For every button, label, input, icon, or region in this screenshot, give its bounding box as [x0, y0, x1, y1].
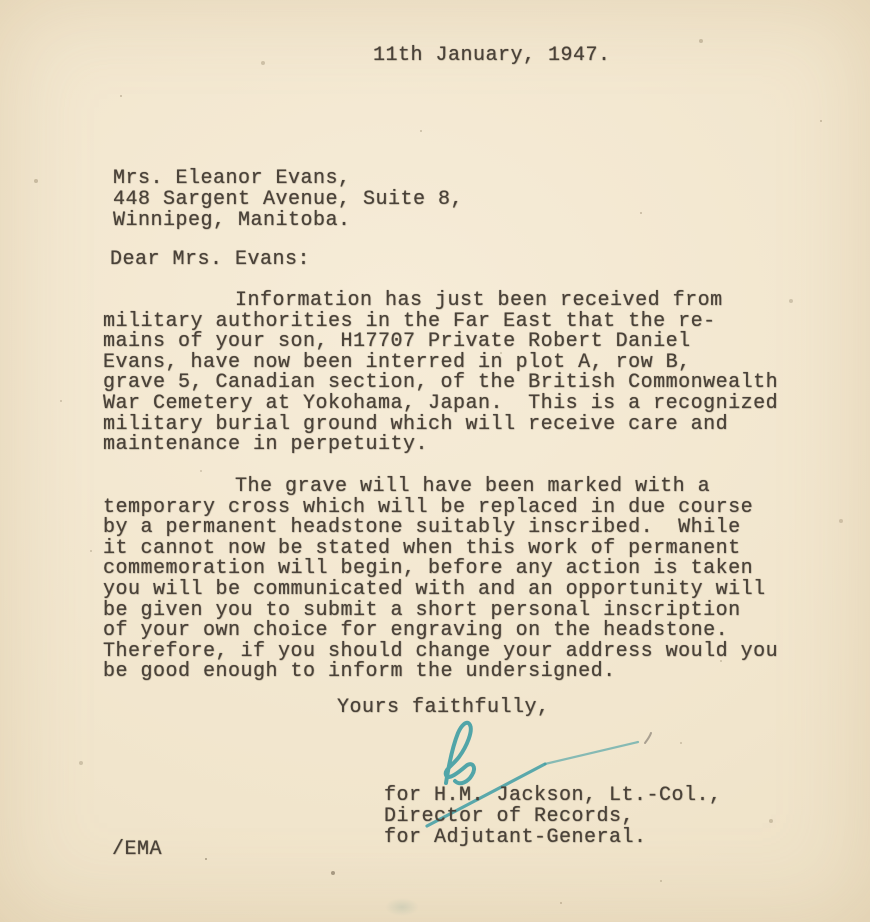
paragraph-line: by a permanent headstone suitably inscribed. While: [103, 516, 741, 540]
paragraph-line: be given you to submit a short personal inscription: [103, 598, 741, 622]
pen-tick-mark: [645, 733, 651, 743]
signature-slash-tail: [545, 742, 638, 764]
salutation: Dear Mrs. Evans:: [110, 248, 311, 271]
signature-attribution: [384, 785, 722, 848]
paragraph-line: War Cemetery at Yokohama, Japan. This is a recognized: [103, 391, 779, 415]
paragraph-line: it cannot now be stated when this work of permanent: [103, 536, 741, 560]
signatory-authority: for Adjutant-General.: [384, 826, 647, 849]
paragraph-line: temporary cross which will be replaced in due course: [103, 495, 754, 519]
paper-smudge: [385, 898, 419, 916]
paragraph-line: maintenance in perpetuity.: [103, 433, 429, 457]
paragraph-line: military authorities in the Far East that the re-: [103, 309, 716, 333]
typist-initials: /EMA: [112, 838, 163, 861]
paragraph-line: you will be communicated with and an opportunity will: [103, 577, 766, 601]
paragraph-line: mains of your son, H17707 Private Robert Daniel: [103, 330, 691, 354]
signature-loop: [446, 723, 474, 784]
paragraph-2: [103, 477, 778, 683]
signatory-name: for H.M. Jackson, Lt.-Col.,: [384, 784, 722, 807]
closing-phrase: Yours faithfully,: [337, 696, 550, 719]
paragraph-1: [103, 291, 778, 456]
recipient-city: Winnipeg, Manitoba.: [113, 209, 351, 232]
paragraph-line: of your own choice for engraving on the headstone.: [103, 619, 729, 643]
recipient-address: [113, 168, 463, 231]
paragraph-line: Evans, have now been interred in plot A, row B,: [103, 350, 691, 374]
paragraph-line: grave 5, Canadian section, of the British Commonwealth: [103, 371, 779, 395]
paragraph-line: Therefore, if you should change your address would you: [103, 639, 779, 663]
paper-speckles: [0, 0, 2, 2]
paragraph-line: commemoration will begin, before any action is taken: [103, 557, 754, 581]
paragraph-line: military burial ground which will receive care and: [103, 412, 729, 436]
paragraph-line: be good enough to inform the undersigned.: [103, 660, 616, 684]
letter-date: 11th January, 1947.: [373, 44, 611, 67]
paragraph-line: The grave will have been marked with a: [235, 475, 711, 498]
recipient-name: Mrs. Eleanor Evans,: [113, 167, 351, 190]
paragraph-line: Information has just been received from: [235, 289, 723, 312]
recipient-street: 448 Sargent Avenue, Suite 8,: [113, 188, 464, 211]
signatory-title: Director of Records,: [384, 805, 635, 828]
